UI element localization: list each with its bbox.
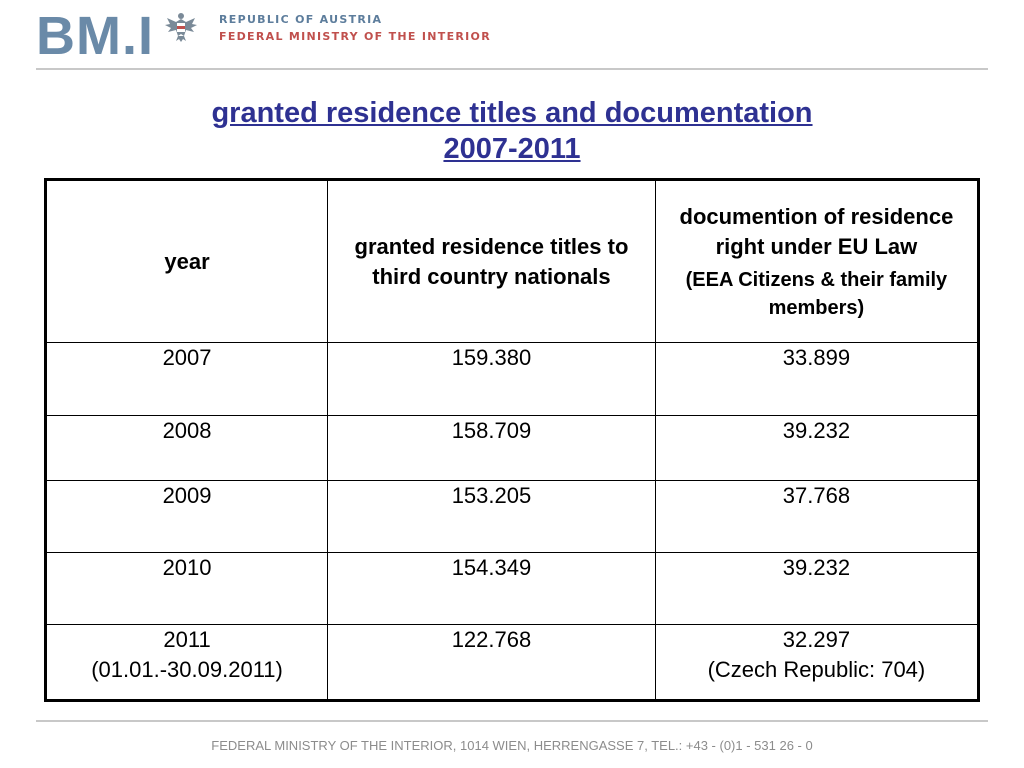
cell-granted: 122.768: [328, 625, 656, 701]
footer-address: FEDERAL MINISTRY OF THE INTERIOR, 1014 WIEN, HERRENGASSE 7, TEL.: +43 - (0)1 - 531 26 - 0: [211, 738, 813, 753]
header: [0, 0, 1024, 72]
cell-documentation-note: (Czech Republic: 704): [707, 657, 926, 682]
header-granted: granted residence titles to third country nationals: [328, 180, 656, 343]
table-row: [46, 416, 979, 481]
residence-table: [44, 178, 980, 702]
cell-year: 2007: [46, 343, 328, 416]
cell-year: 2010: [46, 553, 328, 625]
cell-documentation: 37.768: [655, 481, 978, 553]
page-title: [0, 95, 1024, 167]
cell-documentation-value: 32.297: [782, 627, 851, 652]
title-line-1: granted residence titles and documentation: [211, 97, 813, 129]
org-line-ministry: FEDERAL MINISTRY OF THE INTERIOR: [219, 30, 491, 43]
cell-documentation: 39.232: [655, 416, 978, 481]
table-header-row: [46, 180, 979, 343]
table-row: [46, 343, 979, 416]
cell-documentation: 39.232: [655, 553, 978, 625]
cell-year-value: 2011: [163, 627, 211, 652]
cell-granted: 153.205: [328, 481, 656, 553]
organization-name: [219, 11, 491, 45]
cell-year: 2009: [46, 481, 328, 553]
cell-granted: 158.709: [328, 416, 656, 481]
header-documentation-main: documention of residence right under EU Law: [679, 203, 954, 259]
header-year: year: [46, 180, 328, 343]
eagle-emblem-icon: [164, 10, 198, 44]
table-row: [46, 553, 979, 625]
org-line-republic: REPUBLIC OF AUSTRIA: [219, 13, 383, 26]
header-documentation: [655, 180, 978, 343]
cell-year-note: (01.01.-30.09.2011): [91, 657, 283, 682]
footer-divider: [36, 720, 988, 722]
title-line-2: 2007-2011: [443, 133, 581, 165]
header-divider: [36, 68, 988, 70]
cell-year: [46, 625, 328, 701]
bmi-logo: BM.I: [36, 6, 154, 66]
table-row: [46, 625, 979, 701]
cell-documentation: [655, 625, 978, 701]
header-documentation-sub: (EEA Citizens & their family members): [685, 268, 948, 319]
cell-granted: 159.380: [328, 343, 656, 416]
cell-documentation: 33.899: [655, 343, 978, 416]
cell-year: 2008: [46, 416, 328, 481]
table-row: [46, 481, 979, 553]
cell-granted: 154.349: [328, 553, 656, 625]
